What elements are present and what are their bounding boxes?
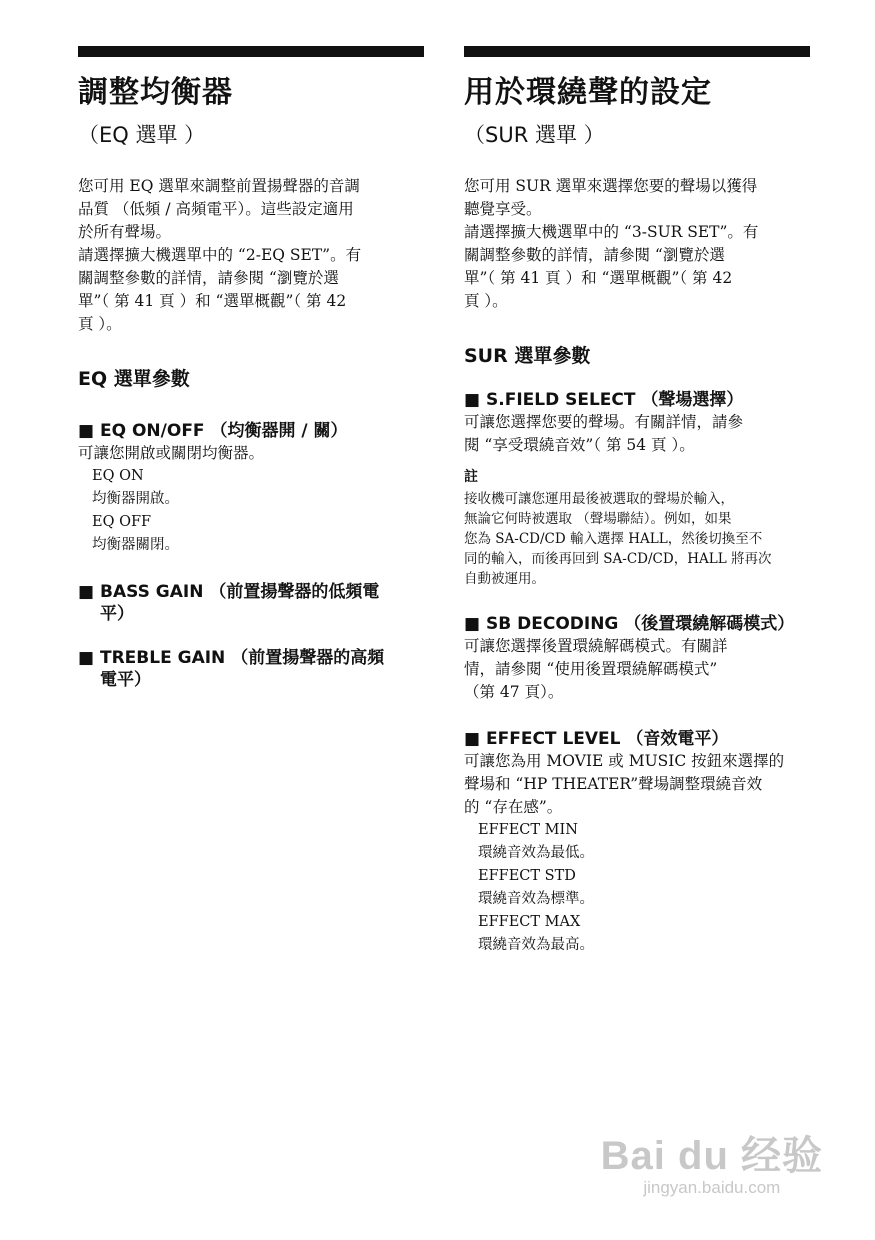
item-bass-gain-heading: ■ BASS GAIN （前置揚聲器的低頻電 平）: [78, 582, 380, 624]
square-bullet-icon: ■: [464, 614, 481, 634]
page-title: 用於環繞聲的設定: [464, 75, 712, 110]
item-eq-onoff-options: EQ ON 均衡器開啟。 EQ OFF 均衡器關閉。: [92, 468, 179, 553]
right-column: [464, 46, 810, 957]
watermark: [601, 1134, 823, 1198]
page-subtitle: （EQ 選單 ）: [78, 123, 206, 147]
params-heading: EQ 選單參數: [78, 368, 190, 390]
square-bullet-icon: ■: [464, 390, 481, 410]
item-eq-onoff-heading: ■ EQ ON/OFF （均衡器開 / 關）: [78, 421, 348, 441]
square-bullet-icon: ■: [78, 421, 95, 441]
item-effect-level-options: EFFECT MIN 環繞音效為最低。 EFFECT STD 環繞音效為標準。 EFFECT MAX 環繞音效為最高。: [478, 822, 594, 953]
item-treble-gain-heading: ■ TREBLE GAIN （前置揚聲器的高頻 電平）: [78, 648, 385, 690]
item-effect-level-desc: 可讓您為用 MOVIE 或 MUSIC 按鈕來選擇的 聲場和 “HP THEATER”聲場調整環繞音效 的 “存在感”。: [464, 752, 785, 816]
note-text: 接收機可讓您運用最後被選取的聲場於輸入， 無論它何時被選取 （聲場聯結）。例如，如果 您為 SA-CD/CD 輸入選擇 HALL，然後切換至不 同的輸入，而後再回到 SA-CD/CD，HALL 將再次 自動被運用。: [464, 491, 772, 587]
square-bullet-icon: ■: [464, 729, 481, 749]
section-bar: [464, 46, 810, 57]
watermark-url: jingyan.baidu.com: [643, 1178, 781, 1197]
note-label: 註: [464, 469, 478, 485]
item-sfield-desc: 可讓您選擇您要的聲場。有關詳情，請參 閱 “享受環繞音效”（ 第 54 頁 ）。: [464, 413, 744, 454]
page-title: 調整均衡器: [78, 75, 233, 110]
page-subtitle: （SUR 選單 ）: [464, 123, 605, 147]
item-sb-decoding-heading: ■ SB DECODING （後置環繞解碼模式）: [464, 614, 795, 634]
item-sb-decoding-desc: 可讓您選擇後置環繞解碼模式。有關詳 情，請參閱 “使用後置環繞解碼模式” （第 47 頁）。: [464, 637, 728, 701]
item-sfield-heading: ■ S.FIELD SELECT （聲場選擇）: [464, 390, 744, 410]
square-bullet-icon: ■: [78, 648, 95, 668]
intro-paragraph: 您可用 EQ 選單來調整前置揚聲器的音調 品質 （低頻 / 高頻電平）。這些設定適用 於所有聲場。 請選擇擴大機選單中的 “2-EQ SET”。有 關調整參數的詳情，請參閱 “瀏覽於選 單”（ 第 41 頁 ）和 “選單概觀”（ 第 42 頁 ）。: [78, 177, 362, 333]
item-eq-onoff-desc: 可讓您開啟或關閉均衡器。: [78, 444, 265, 462]
section-bar: [78, 46, 424, 57]
left-column: [78, 46, 424, 691]
intro-paragraph: 您可用 SUR 選單來選擇您要的聲場以獲得 聽覺享受。 請選擇擴大機選單中的 “3-SUR SET”。有 關調整參數的詳情，請參閱 “瀏覽於選 單”（ 第 41 頁 ）和 “選單概觀”（ 第 42 頁 ）。: [464, 177, 759, 310]
item-effect-level-heading: ■ EFFECT LEVEL （音效電平）: [464, 729, 729, 749]
watermark-brand: Bai du 经验: [600, 1134, 823, 1178]
square-bullet-icon: ■: [78, 582, 95, 602]
params-heading: SUR 選單參數: [464, 345, 591, 367]
